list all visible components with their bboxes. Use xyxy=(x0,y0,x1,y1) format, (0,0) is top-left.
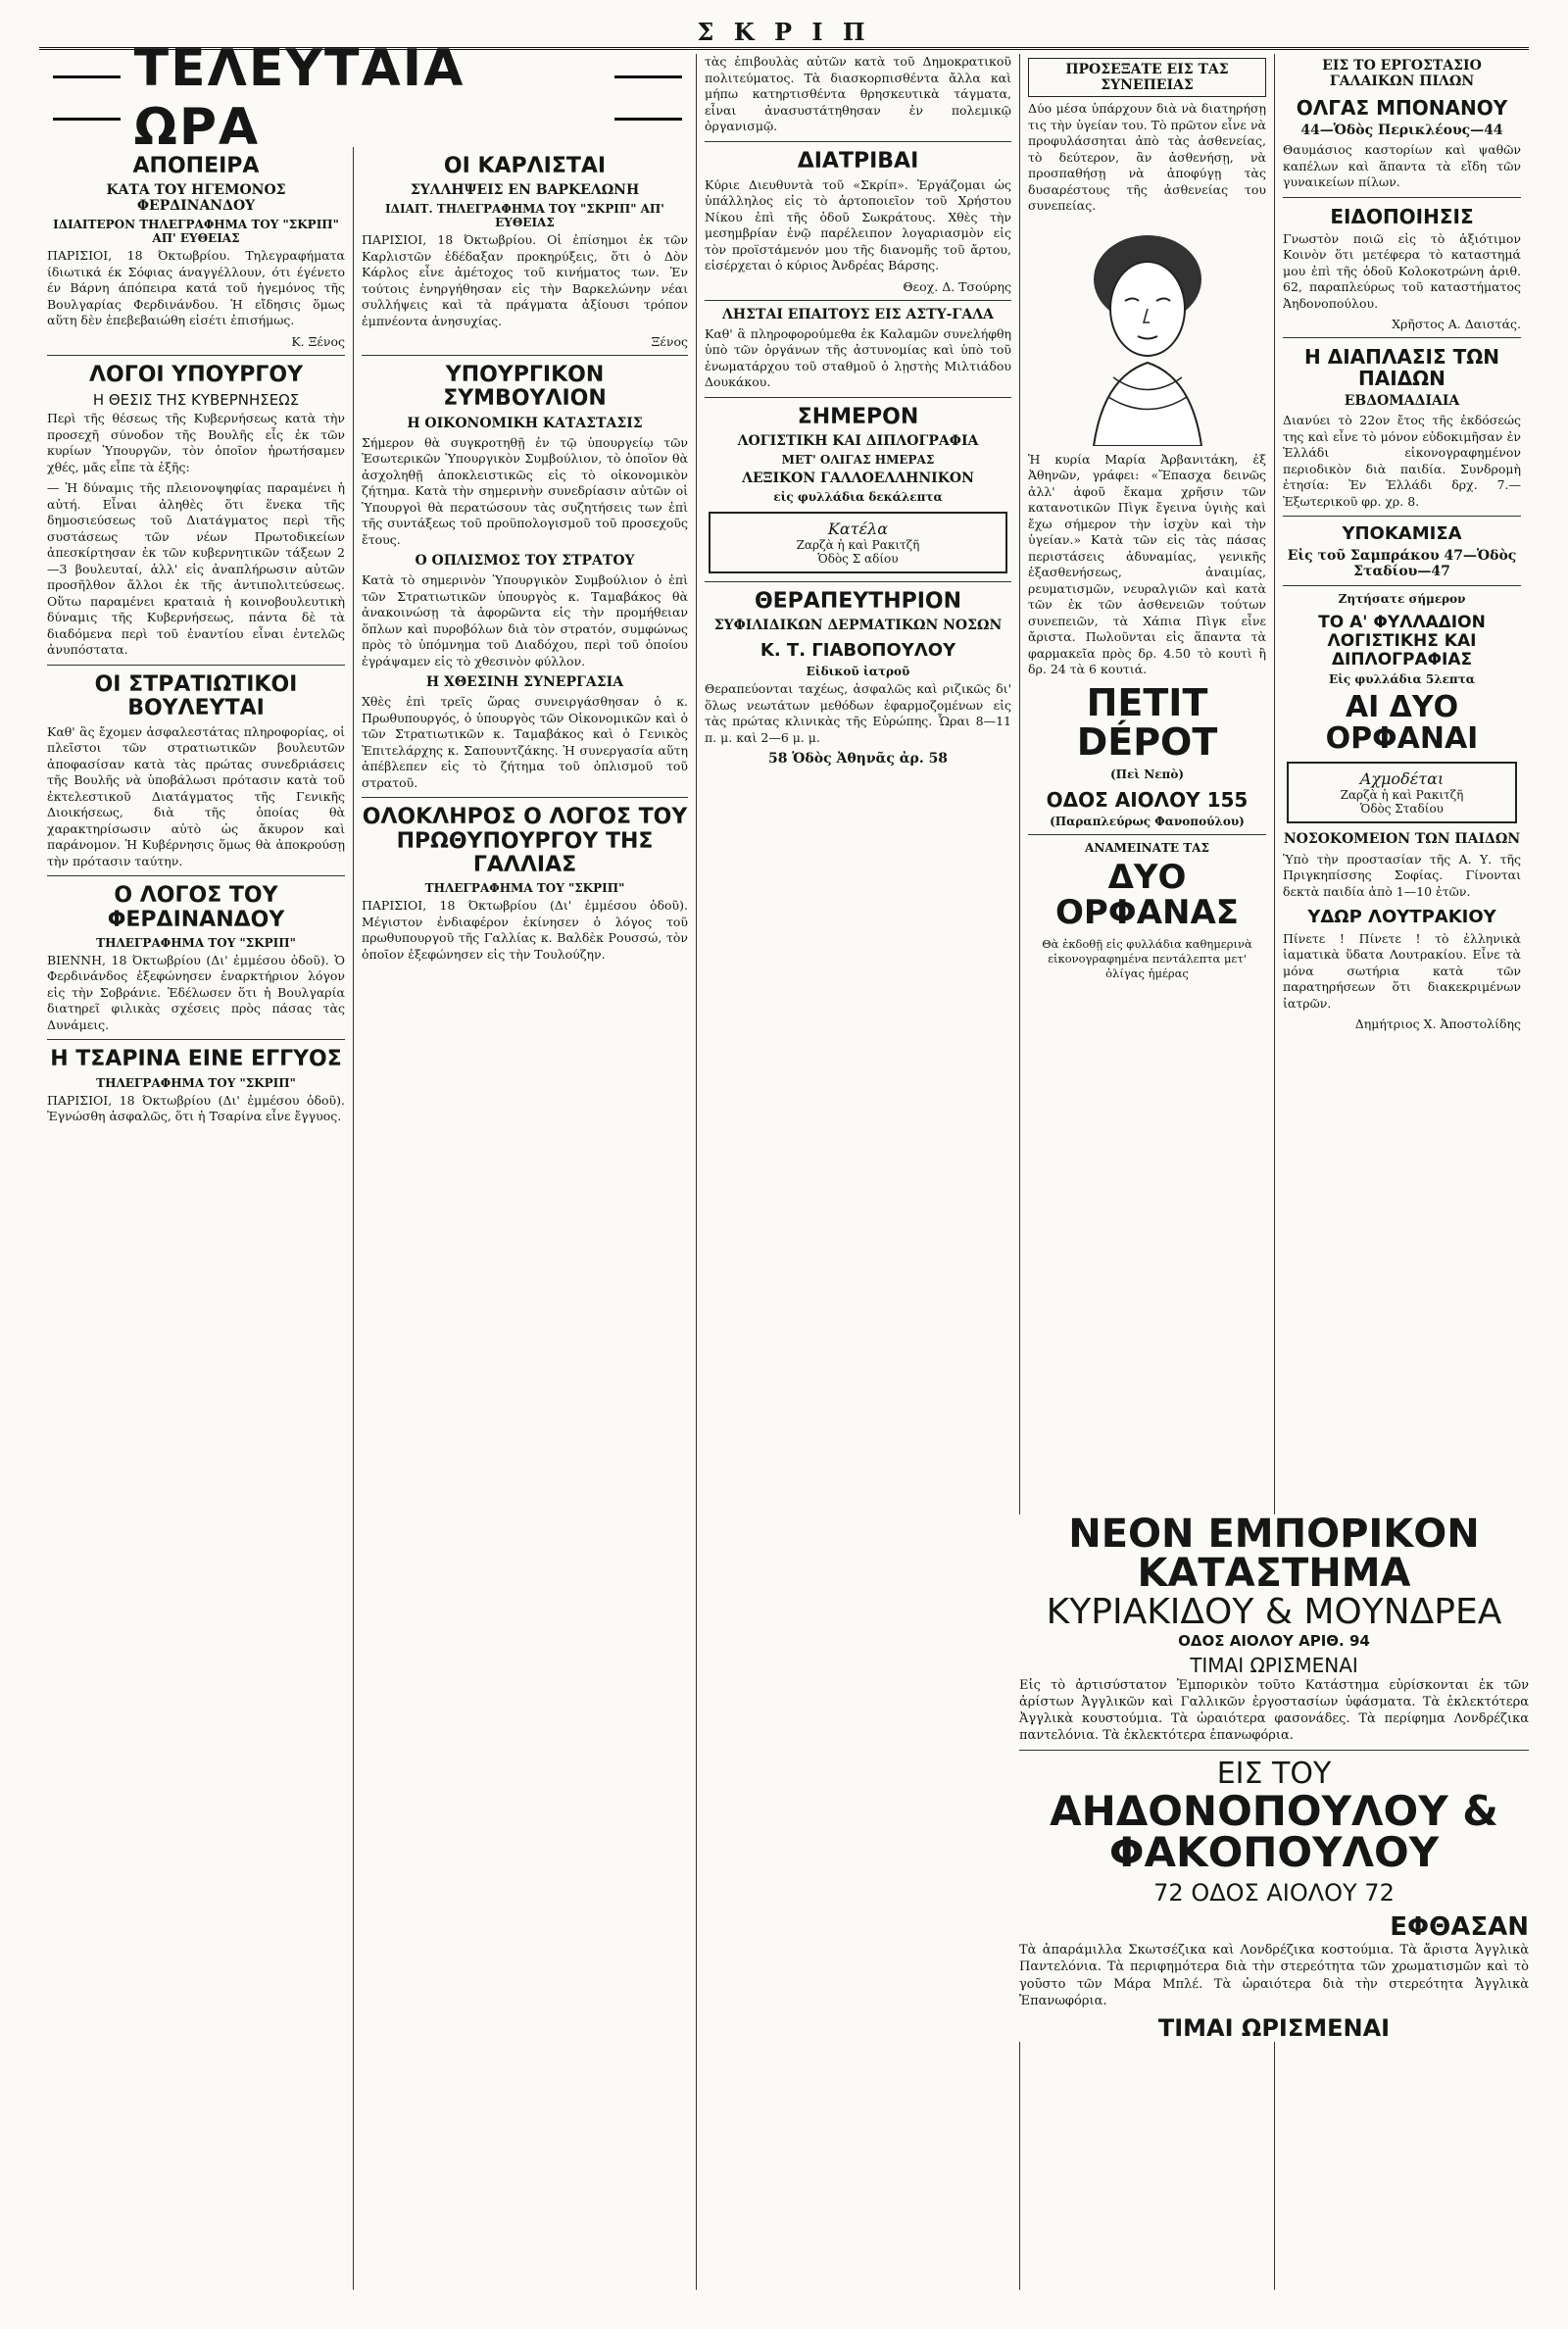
separator xyxy=(1283,516,1521,517)
ad-today-title: ΣΗΜΕΡΟΝ xyxy=(797,404,919,429)
ad-shirts-body: Εἰς τοῦ Σαμπράκου 47—Ὁδὸς Σταδίου—47 xyxy=(1287,548,1517,580)
article-military-body: Καθ' ἃς ἔχομεν ἀσφαλεστάτας πληροφορίας, οἱ πλεῖστοι τῶν στρατιωτικῶν βουλευτῶν ἀποφασίσαν κατὰ τὰς πρώτας συνεδριάσεις τῆς Βουλῆς νὰ ὑποβάλωσι πρότασιν κατὰ τοῦ ἐκτελεστικοῦ Διατάγματος τῆς Γενικῆς Διοικήσεως, διὰ τῆς ὁποίας θὰ χαρακτηρίσωσιν αὐτὸ ὡς ἄκυρον καὶ παράνομον. Ἡ Κυβέρνησις ὅμως θὰ ἀποκρούσῃ τὴν πρότασιν ταύτην. xyxy=(47,723,345,868)
ad-shirts-title: ΥΠΟΚΑΜΙΣΑ xyxy=(1342,523,1462,545)
article-carlists-subtitle: ΣΥΛΛΗΨΕΙΣ ΕΝ ΒΑΡΚΕΛΩΝΗ xyxy=(410,182,640,199)
separator xyxy=(705,581,1011,582)
separator xyxy=(1283,197,1521,198)
ad-hats-body: Θαυμάσιος καστορίων καὶ ψαθῶν καπέλων καὶ ἅπαντα τὰ εἴδη τῶν γυναικείων πίλων. xyxy=(1283,142,1521,190)
article-minister-p2: — Ἡ δύναμις τῆς πλειονοψηφίας παραμένει ἡ αὐτή. Εἶναι ἀληθὲς ὅτι ἕνεκα τῆς δημοσιεύσεως τοῦ Διατάγματος περὶ τῆς συστάσεως τῶν νέων Πρωτοδικείων ἀπεσκίρτησαν ἐκ τῶν κυβερνητικῶν τάξεων 2—3 βουλευταί, ἀλλ' εἰς ἀναπλήρωσιν αὐτῶν προσῆλθον ἄλλοι ἐκ τῆς ἀντιπολιτεύσεως. Οὕτω παραμένει κραταιὰ ἡ κοινοβουλευτικὴ δύναμις τῆς Κυβερνήσεως, πάντα δὲ τὰ διαδόμενα περὶ τοῦ ἐναντίου εἶναι ἐντελῶς ἀνυπόστατα. xyxy=(47,480,345,658)
ad-aidonopoulou-title: ΑΗΔΟΝΟΠΟΥΛΟΥ & ΦΑΚΟΠΟΥΛΟΥ xyxy=(1050,1787,1498,1877)
article-bandits-body: Καθ' ἃ πληροφορούμεθα ἐκ Καλαμῶν συνελήφθη ὑπὸ τῶν ὀργάνων τῆς ἀστυνομίας καὶ ὑπὸ τοῦ ἐνωματάρχου τοῦ σταθμοῦ ὁ λῃστὴς Μιλτιάδου Δουκάκου. xyxy=(705,325,1011,390)
article-tsarina-wire: ΤΗΛΕΓΡΑΦΗΜΑ ΤΟΥ "ΣΚΡΙΠ" xyxy=(96,1075,296,1090)
ornament-right xyxy=(614,75,682,121)
ad-ledger-pre: Ζητήσατε σήμερον xyxy=(1338,592,1466,607)
ad-clinic-address: 58 Ὁδὸς Ἀθηνᾶς ἀρ. 58 xyxy=(767,751,949,768)
article-minister-p1: Περὶ τῆς θέσεως τῆς Κυβερνήσεως κατὰ τὴν προσεχῆ σύνοδον τῆς Βουλῆς εἷς ἐκ τῶν κυρίων Ὑπουργῶν, τὸν ὁποῖον ἠρωτήσαμεν χθές, μᾶς εἶπε τὰ ἐξῆς: xyxy=(47,411,345,474)
article-carlists-body: ΠΑΡΙΣΙΟΙ, 18 Όκτωβρίου. Οἱ ἐπίσημοι ἐκ τῶν Καρλιστῶν ἐδέδαξαν προκηρύξεις, ὅτι ὁ Δὸν Κάρλος εἶνε ἀμέτοχος τοῦ κινήματος των. Ἐν τούτοις ἐνηργήθησαν εἰς τὴν Βαρκελώνην νέαι συλλήψεις καὶ τὰ πράγματα ἀξίουσι τρόπον ἐμπνέοντα ἀνησυχίας. xyxy=(362,232,688,328)
masthead-title: Σ Κ Ρ Ι Π xyxy=(697,18,871,46)
ad-aidonopoulou-body: Τὰ ἀπαράμιλλα Σκωτσέζικα καὶ Λονδρέζικα κοστούμια. Τὰ ἄριστα Ἀγγλικὰ Παντελόνια. Τὰ περιφημότερα διὰ τὴν στερεότητα τῶν χρωματισμῶν καὶ τὸ γοῦστο τῶν Μάρα Μπλέ. Τὰ ὡραιότερα διὰ τὴν στερεότητα Ἀγγλικὰ Ἐπανωφόρια. xyxy=(1019,1943,1529,2008)
notice-title: ΕΙΔΟΠΟΙΗΣΙΣ xyxy=(1330,204,1474,228)
article-speech-body: ΠΑΡΙΣΙΟΙ, 18 Όκτωβρίου (Δι' ἐμμέσου ὁδοῦ). Μέγιστον ἐνδιαφέρον ἐκίνησεν ὁ λόγος τοῦ πρωθυπουργοῦ τῆς Γαλλίας κ. Βαλδὲκ Ρουσσώ, τὸν ὁποῖον ἐξεφώνησεν εἰς τὴν Τουλούζην. xyxy=(362,898,688,962)
ad-pink-body: Ἡ κυρία Μαρία Ἀρβανιτάκη, ἐξ Ἀθηνῶν, γράφει: «Ἔπασχα δεινῶς ἀλλ' ἀφοῦ ἔκαμα χρῆσιν τῶν κατανοτικῶν Πὶγκ ἔγεινα ὑγιὴς καὶ ἔχω σήμερον τὴν ἰσχὺν καὶ τὴν ὑγείαν.» Κατὰ τῶν εἰς τὰς πάσας περιστάσεις ἀδυναμίας, γενικῆς ἐξασθενήσεως, ἀναιμίας, ρευματισμῶν, νευραλγιῶν καὶ κατὰ τῶν ἐκ τῶν ἀσθενειῶν τούτων συνεπειῶν, τὰ Χάπια Πὶγκ εἶνε ἄριστα. Πωλοῦνται εἰς ἅπαντα τὰ φαρμακεῖα πρὸς δρ. 4.50 τὸ κουτὶ ἢ δρ. 24 τὰ 6 κουτιά. xyxy=(1028,451,1266,677)
ad-box-katela xyxy=(709,512,1007,573)
ad-dictionary-small: εἰς φυλλάδια δεκάλεπτα xyxy=(773,490,943,505)
separator xyxy=(1019,1750,1529,1751)
separator xyxy=(705,397,1011,398)
ad-box-line2: Ὁδὸς Σ αδίου xyxy=(817,552,899,567)
article-ferdinand-body: ΒΙΕΝΝΗ, 18 Όκτωβρίου (Δι' ἐμμέσου ὁδοῦ). Ὁ Φερδινάνδος ἐξεφώνησεν ἐναρκτήριον λόγον εἰς τὴν Σοβράνιε. Ἐδέλωσεν ὅτι ἡ Βουλγαρία διατηρεῖ φιλικὰς σχέσεις πρὸς πάσας τὰς Δυνάμεις. xyxy=(47,952,345,1032)
ad-box2-line1: Ζαρζὰ ἡ καὶ Ρακιτζῆ xyxy=(1340,788,1464,803)
ad-aidonopoulou-address: 72 ΟΔΟΣ ΑΙΟΛΟΥ 72 xyxy=(1153,1879,1395,1908)
separator xyxy=(1283,337,1521,338)
ornament-left xyxy=(53,75,121,121)
ad-petit-depot-sub: (Πεὶ Νεπὸ) xyxy=(1109,768,1185,782)
ad-hats-address: 44—Ὁδὸς Περικλέους—44 xyxy=(1300,123,1503,139)
ad-loutraki-body: Πίνετε ! Πίνετε ! τὸ ἑλληνικὰ ἰαματικὰ ὕδατα Λουτρακίου. Εἶνε τὰ μόνα σωτήρια κατὰ τῶν παρατηρήσεων ὅτι διακεκριμένων ἰατρῶν. xyxy=(1283,930,1521,1011)
ad-today-subtitle: ΛΟΓΙΣΤΙΚΗ ΚΑΙ ΔΙΠΛΟΓΡΑΦΙΑ xyxy=(737,432,979,449)
ad-hats-subtitle: ΟΛΓΑΣ ΜΠΟΝΑΝΟΥ xyxy=(1296,96,1508,121)
ad-loutraki-signature: Δημήτριος Χ. Ἀποστολίδης xyxy=(1354,1016,1521,1032)
last-hour-banner xyxy=(39,39,696,157)
woman-portrait-illustration xyxy=(1054,221,1241,446)
column-2 xyxy=(353,147,696,2290)
ad-loutraki-title: ΥΔΩΡ ΛΟΥΤΡΑΚΙΟΥ xyxy=(1307,907,1496,928)
column-1 xyxy=(39,147,353,2290)
ad-orphans-body: Θὰ ἐκδοθῇ εἰς φυλλάδια καθημερινὰ εἰκονογραφημένα πεντάλεπτα μετ' ὀλίγας ἡμέρας xyxy=(1042,936,1252,981)
notice-body: Γνωστὸν ποιῶ εἰς τὸ ἀξιότιμον Κοινὸν ὅτι μετέφερα τὸ καταστημά μου ἐπὶ τῆς ὁδοῦ Κολοκοτρώνη ἀριθ. 62, παραπλεύρως τοῦ καταστήματος Ἀηδονοπούλου. xyxy=(1283,230,1521,311)
article-bandits-title: ΛΗΣΤΑΙ ΕΠΑΙΤΟΥΣ ΕΙΣ ΑΣΤΥ-ΓΑΛΑ xyxy=(722,306,994,322)
article-council-title: ΥΠΟΥΡΓΙΚΟΝ ΣΥΜΒΟΥΛΙΟΝ xyxy=(443,363,607,412)
column-3 xyxy=(696,54,1019,2290)
article-attempt-body: ΠΑΡΙΣΙΟΙ, 18 Όκτωβρίου. Τηλεγραφήματα ίδιωτικά έκ Σόφιας άναγγέλλουν, ότι έγένετο έν Βάρνη άπόπειρα κατά τοῦ ἡγεμόνος τῆς Βουλγαρίας Φερδινάνδου. Ἡ εἴδησις ὅμως αὕτη δὲν ἐπεβεβαιώθη εἰσέτι ἐπισήμως. xyxy=(47,248,345,328)
separator xyxy=(362,355,688,356)
article-cooperation-title: Η ΧΘΕΣΙΝΗ ΣΥΝΕΡΓΑΣΙΑ xyxy=(425,674,624,691)
ad-hospital-body: Ὑπὸ τὴν προστασίαν τῆς Α. Υ. τῆς Πριγκηπίσσης Σοφίας. Γίνονται δεκτὰ παιδία ἀπὸ 1—10 ἐτῶν. xyxy=(1283,851,1521,899)
notice-signature: Χρῆστος Α. Δαιστάς. xyxy=(1392,317,1521,332)
ad-clinic-body: Θεραπεύονται ταχέως, ἀσφαλῶς καὶ ριζικῶς δι' ὅλως νεωτάτων μεθόδων ἐφαρμοζομένων εἰς τὰς πρώτας κλινικὰς τῆς Εὐρώπης. Ὧραι 8—11 π. μ. καὶ 2—6 μ. μ. xyxy=(705,681,1011,745)
ad-new-store-body: Εἰς τὸ ἀρτισύστατον Ἐμπορικὸν τοῦτο Κατάστημα εὑρίσκονται ἐκ τῶν ἀρίστων Ἀγγλικῶν καὶ Γαλλικῶν ἐργοστασίων ὑφάσματα. Τὰ ἐκλεκτότερα Ἀγγλικὰ κουστούμια. Τὰ ὡραιότερα φασονάδες. Τὰ περίφημα Λονδρέζικα παντελόνια. Τὰ ἐκλεκτότερα ἐπανωφόρια. xyxy=(1019,1677,1529,1744)
ad-two-orphans-title: ΑΙ ΔΥΟ ΟΡΦΑΝΑΙ xyxy=(1325,690,1479,756)
article-attempt-subtitle: ΚΑΤΑ ΤΟΥ ΗΓΕΜΟΝΟΣ ΦΕΡΔΙΝΑΝΔΟΥ xyxy=(106,182,286,215)
ad-box2-line2: Ὁδὸς Σταδίου xyxy=(1360,802,1444,817)
separator xyxy=(1028,834,1266,835)
article-armament-title: Ο ΟΠΛΙΣΜΟΣ ΤΟΥ ΣΤΡΑΤΟΥ xyxy=(415,553,635,570)
ad-new-store-prices: ΤΙΜΑΙ ΩΡΙΣΜΕΝΑΙ xyxy=(1190,1653,1358,1677)
col3-continued-body: τὰς ἐπιβουλὰς αὐτῶν κατὰ τοῦ Δημοκρατικοῦ πολιτεύματος. Τὰ διασκορπισθέντα ἄλλα καὶ μήπω κατηρτισθέντα θρησκευτικὰ τάγματα, εἶναι ἀνασυστάτηθησαν ἐν πολεμικῷ ὀργανισμῷ. xyxy=(705,54,1011,133)
separator xyxy=(47,355,345,356)
article-carlists-signature: Ξένος xyxy=(651,334,688,350)
ad-aidonopoulou-pre: ΕΙΣ ΤΟΥ xyxy=(1216,1757,1332,1792)
separator xyxy=(47,875,345,876)
ad-orphans-title: ΔΥΟ ΟΡΦΑΝΑΣ xyxy=(1054,858,1240,933)
ad-diaplasis-title: Η ΔΙΑΠΛΑΣΙΣ ΤΩΝ ΠΑΙΔΩΝ xyxy=(1304,345,1499,391)
article-minister-title: ΛΟΓΟΙ ΥΠΟΥΡΓΟΥ xyxy=(88,362,304,387)
article-carlists-wire: ΙΔΙΑΙΤ. ΤΗΛΕΓΡΑΦΗΜΑ ΤΟΥ "ΣΚΡΙΠ" ΑΠ' ΕΥΘΕΙΑΣ xyxy=(385,202,664,230)
ad-aidonopoulou-prices: ΤΙΜΑΙ ΩΡΙΣΜΕΝΑΙ xyxy=(1157,2013,1391,2042)
article-speech-wire: ΤΗΛΕΓΡΑΦΗΜΑ ΤΟΥ "ΣΚΡΙΠ" xyxy=(424,881,625,895)
ad-ledger-title: ΤΟ Α' ΦΥΛΛΑΔΙΟΝ ΛΟΓΙΣΤΙΚΗΣ ΚΑΙ ΔΙΠΛΟΓΡΑΦΙΑΣ xyxy=(1318,613,1486,669)
article-attempt-title: ΑΠΟΠΕΙΡΑ xyxy=(132,154,260,178)
ad-new-store-title: ΝΕΟΝ ΕΜΠΟΡΙΚΟΝ ΚΑΤΑΣΤΗΜΑ xyxy=(1068,1511,1480,1596)
article-speech-title: ΟΛΟΚΛΗΡΟΣ Ο ΛΟΓΟΣ ΤΟΥ ΠΡΩΘΥΠΟΥΡΓΟΥ ΤΗΣ ΓΑΛΛΙΑΣ xyxy=(362,805,688,877)
ad-box-title: Κατέλα xyxy=(827,520,889,539)
ad-clinic-title: ΘΕΡΑΠΕΥΤΗΡΙΟΝ xyxy=(754,589,962,615)
ad-petit-depot-address: ΟΔΟΣ ΑΙΟΛΟΥ 155 xyxy=(1046,788,1249,813)
ad-petit-depot-title: ΠΕΤΙΤ DÉPOT xyxy=(1076,680,1218,764)
ad-hospital-title: ΝΟΣΟΚΟΜΕΙΟΝ ΤΩΝ ΠΑΙΔΩΝ xyxy=(1283,831,1521,848)
ad-box-line1: Ζαρζὰ ἡ καὶ Ρακιτζῆ xyxy=(796,538,920,553)
banner-title: ΤΕΛΕΥΤΑΙΑ ΩΡΑ xyxy=(133,39,466,157)
article-carlists-title: ΟΙ ΚΑΡΛΙΣΤΑΙ xyxy=(443,154,607,178)
ad-clinic-role: Εἰδικοῦ ἰατροῦ xyxy=(806,665,910,679)
article-council-body: Σήμερον θὰ συγκροτηθῇ ἐν τῷ ὑπουργείῳ τῶν Ἐσωτερικῶν Ὑπουργικὸν Συμβούλιον, τὸ ὁποῖον θὰ ἀσχοληθῇ ἀποκλειστικῶς εἰς τὸ οἰκονομικὸν ζήτημα. Κατὰ τὴν σημερινὴν συνεδρίασιν αὐτῶν οἱ Ὑπουργοὶ θὰ περατώσουν τὰς συζητήσεις των ἐπὶ τῆς συντάξεως τοῦ προϋπολογισμοῦ τοῦ προσεχοῦς ἔτους. xyxy=(362,434,688,547)
article-cooperation-body: Χθὲς ἐπὶ τρεῖς ὥρας συνειργάσθησαν ὁ κ. Πρωθυπουργός, ὁ ὑπουργὸς τῶν Οἰκονομικῶν καὶ ὁ τῶν Στρατιωτικῶν κ. Ταμαβάκος καὶ ὁ Γενικὸς Ἐπιτελάρχης κ. Σαπουντζάκης. Ἡ συνεργασία αὕτη ἀπέβλεπεν εἰς τὸ ζήτημα τοῦ ὁπλισμοῦ τοῦ στρατοῦ. xyxy=(362,694,688,790)
article-council-subtitle: Η ΟΙΚΟΝΟΜΙΚΗ ΚΑΤΑΣΤΑΣΙΣ xyxy=(407,415,643,431)
article-ferdinand-wire: ΤΗΛΕΓΡΑΦΗΜΑ ΤΟΥ "ΣΚΡΙΠ" xyxy=(96,935,296,950)
article-tsarina-title: Η ΤΣΑΡΙΝΑ ΕΙΝΕ ΕΓΓΥΟΣ xyxy=(50,1047,342,1072)
ad-new-store-owners: ΚΥΡΙΑΚΙΔΟΥ & ΜΟΥΝΔΡΕΑ xyxy=(1046,1592,1502,1632)
ad-ledger-small: Εἰς φυλλάδια 5λεπτα xyxy=(1328,672,1476,687)
ad-aidonopoulou-arrived: ΕΦΘΑΣΑΝ xyxy=(1390,1912,1529,1943)
ad-today-small: ΜΕΤ' ΟΛΙΓΑΣ ΗΜΕΡΑΣ xyxy=(781,453,935,468)
article-armament-body: Κατὰ τὸ σημερινὸν Ὑπουργικὸν Συμβούλιον ὁ ἐπὶ τῶν Στρατιωτικῶν ὑπουργὸς κ. Ταμαβάκος θὰ ἀνακοινώσῃ τὰ ἀφορῶντα εἰς τὴν προμήθειαν ὅπλων καὶ πυροβόλων διὰ τὸν στρατόν, συμφώνως πρὸς τὸ ὑπόμνημα τοῦ Διαδόχου, περὶ τοῦ ὁποίου ἐγράψαμεν εἰς τὸ χθεσινὸν φύλλον. xyxy=(362,572,688,669)
article-attempt-signature: Κ. Ξένος xyxy=(291,333,345,349)
article-ferdinand-title: Ο ΛΟΓΟΣ ΤΟΥ ΦΕΡΔΙΝΑΝΔΟΥ xyxy=(107,883,285,932)
separator xyxy=(1283,585,1521,586)
article-tsarina-body: ΠΑΡΙΣΙΟΙ, 18 Όκτωβρίου (Δι' ἐμμέσου ὁδοῦ). Ἐγνώσθη ἀσφαλῶς, ὅτι ἡ Τσαρίνα εἶνε ἔγγυος. xyxy=(47,1092,345,1123)
ad-diaplasis-body: Διανύει τὸ 22ον ἔτος τῆς ἐκδόσεώς της καὶ εἶνε τὸ μόνον εὐδοκιμῆσαν ἐν Ἑλλάδι εἰκονογραφημένον περιοδικὸν διὰ παιδία. Συνδρομὴ ἐτησία: Ἐν Ἑλλάδι δρχ. 7.—Ἐξωτερικοῦ φρ. χρ. 8. xyxy=(1283,413,1521,509)
ad-new-store-address: ΟΔΟΣ ΑΙΟΛΟΥ ΑΡΙΘ. 94 xyxy=(1178,1631,1370,1650)
article-diatribes-signature: Θεοχ. Δ. Τσούρης xyxy=(903,278,1011,294)
ad-dictionary-title: ΛΕΞΙΚΟΝ ΓΑΛΛΟΕΛΛΗΝΙΚΟΝ xyxy=(742,471,974,487)
ad-petit-depot-note: (Παραπλεύρως Φανοπούλου) xyxy=(1050,815,1245,829)
ad-box-achmodetai xyxy=(1287,762,1517,823)
bottom-ads xyxy=(1019,1511,1529,2042)
ad-hats-title: ΕΙΣ ΤΟ ΕΡΓΟΣΤΑΣΙΟ ΓΑΛΑΙΚΩΝ ΠΙΛΩΝ xyxy=(1322,58,1482,90)
ad-diaplasis-subtitle: ΕΒΔΟΜΑΔΙΑΙΑ xyxy=(1344,393,1460,410)
ad-clinic-name: Κ. Τ. ΓΙΑΒΟΠΟΥΛΟΥ xyxy=(760,640,956,662)
separator xyxy=(47,1039,345,1040)
separator xyxy=(705,141,1011,142)
separator xyxy=(362,797,688,798)
article-minister-subtitle: Η ΘΕΣΙΣ ΤΗΣ ΚΥΒΕΡΝΗΣΕΩΣ xyxy=(92,391,300,410)
ad-pink-intro: Δύο μέσα ὑπάρχουν διὰ νὰ διατηρήσῃ τις τὴν ὑγείαν του. Τὸ πρῶτον εἶνε νὰ προφυλάσσηται ἀπὸ τὰς ἀσθενείας, τὸ δεύτερον, ἂν ἀσθενήσῃ, νὰ προσπαθήσῃ νὰ ἀποφύγῃ τὰς δυσαρέστους τῆς ἀσθενείας του συνεπείας. xyxy=(1028,101,1266,214)
article-diatribes-body: Κύριε Διευθυντὰ τοῦ «Σκρίπ». Ἐργάζομαι ὡς ὑπάλληλος εἰς τὸ ἀρτοποιεῖον τοῦ Χρήστου Νίκου ἐπὶ τῆς ὁδοῦ Σωκράτους. Χθὲς τὴν μεσημβρίαν ἐνῷ παρέλειπον λογαριασμὸν εἰς τὸν προϊστάμενόν μου τῆς διανομῆς τοῦ ἄρτου, εἰσέρχεται ὁ κύριος Ἀνδρέας Βάρσης. xyxy=(705,176,1011,273)
ad-clinic-subtitle: ΣΥΦΙΛΙΔΙΚΩΝ ΔΕΡΜΑΤΙΚΩΝ ΝΟΣΩΝ xyxy=(713,618,1003,634)
ad-orphans-pre: ΑΝΑΜΕΙΝΑΤΕ ΤΑΣ xyxy=(1085,841,1209,856)
article-attempt-wire: ΙΔΙΑΙΤΕΡΟΝ ΤΗΛΕΓΡΑΦΗΜΑ ΤΟΥ "ΣΚΡΙΠ" ΑΠ' ΕΥΘΕΙΑΣ xyxy=(53,218,339,246)
article-diatribes-title: ΔΙΑΤΡΙΒΑΙ xyxy=(797,148,919,173)
ad-pink-title: ΠΡΟΣΕΞΑΤΕ ΕΙΣ ΤΑΣ ΣΥΝΕΠΕΙΑΣ xyxy=(1028,58,1266,97)
article-military-title: ΟΙ ΣΤΡΑΤΙΩΤΙΚΟΙ ΒΟΥΛΕΥΤΑΙ xyxy=(94,671,298,720)
separator xyxy=(47,665,345,666)
ad-box2-title: Αχμοδέται xyxy=(1359,769,1445,789)
separator xyxy=(705,300,1011,301)
